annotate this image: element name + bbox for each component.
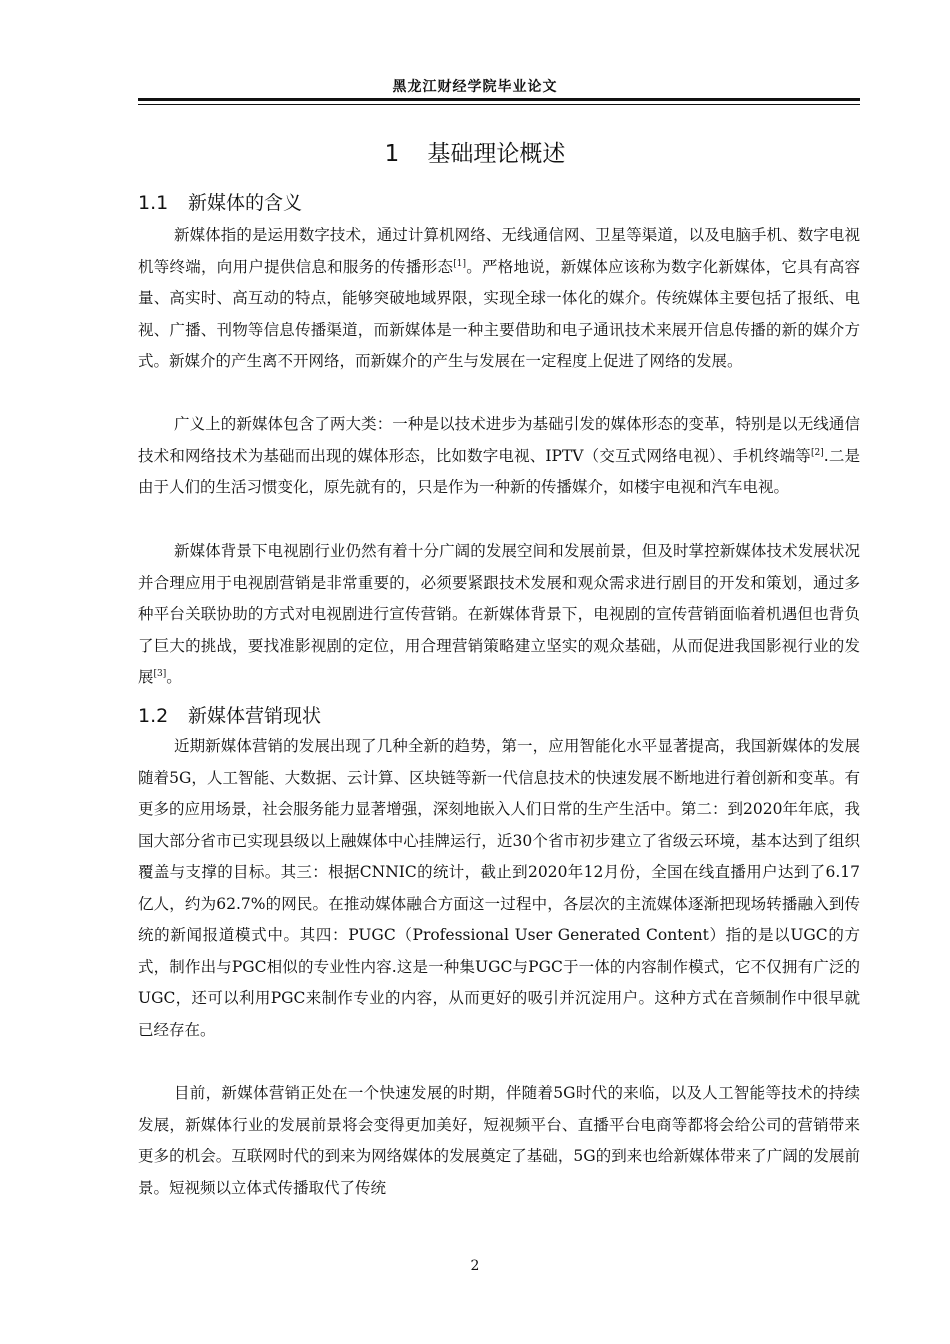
paragraph-text-tail: 。 bbox=[166, 668, 182, 686]
page-number: 2 bbox=[470, 1258, 480, 1274]
paragraph-text: 新媒体背景下电视剧行业仍然有着十分广阔的发展空间和发展前景，但及时掌控新媒体技术发展状况并合理应用于电视剧营销是非常重要的，必须要紧跟技术发展和观众需求进行剧目的开发和策划，通过多种平台关联协助的方式对电视剧进行宣传营销。在新媒体背景下，电视剧的宣传营销面临着机遇但也背负了巨大的挑战，要找准影视剧的定位，用合理营销策略建立坚实的观众基础，从而促进我国影视行业的发展 bbox=[138, 542, 860, 686]
paragraph-1-1-2 bbox=[138, 409, 860, 504]
paragraph-1-2-1 bbox=[138, 731, 860, 1046]
paragraph-text-tail: .二是由于人们的生活习惯变化，原先就有的，只是作为一种新的传播媒介，如楼宇电视和汽车电视。 bbox=[138, 446, 860, 496]
paragraph-1-1-1 bbox=[138, 220, 860, 378]
paragraph-text: 目前，新媒体营销正处在一个快速发展的时期，伴随着5G时代的来临，以及人工智能等技术的持续发展，新媒体行业的发展前景将会变得更加美好，短视频平台、直播平台电商等都将会给公司的营销带来更多的机会。互联网时代的到来为网络媒体的发展奠定了基础，5G的到来也给新媒体带来了广阔的发展前景。短视频以立体式传播取代了传统 bbox=[138, 1084, 860, 1197]
section-title: 新媒体的含义 bbox=[188, 192, 303, 214]
paragraph-text-tail: 。严格地说，新媒体应该称为数字化新媒体，它具有高容量、高实时、高互动的特点，能够突破地域界限，实现全球一体化的媒介。传统媒体主要包括了报纸、电视、广播、刊物等信息传播渠道，而新媒体是一种主要借助和电子通讯技术来展开信息传播的新的媒介方式。新媒介的产生离不开网络，而新媒介的产生与发展在一定程度上促进了网络的发展。 bbox=[138, 257, 860, 370]
chapter-number: 1 bbox=[384, 141, 400, 167]
chapter-title-text: 基础理论概述 bbox=[427, 141, 566, 167]
paragraph-1-2-2 bbox=[138, 1078, 860, 1204]
paragraph-text: 近期新媒体营销的发展出现了几种全新的趋势，第一，应用智能化水平显著提高，我国新媒体的发展随着5G，人工智能、大数据、云计算、区块链等新一代信息技术的快速发展不断地进行着创新和变革。有更多的应用场景，社会服务能力显著增强，深刻地嵌入人们日常的生产生活中。第二：到2020年年底，我国大部分省市已实现县级以上融媒体中心挂牌运行，近30个省市初步建立了省级云环境，基本达到了组织覆盖与支撑的目标。其三：根据CNNIC的统计，截止到2020年12月份，全国在线直播用户达到了6.17亿人，约为62.7%的网民。在推动媒体融合方面这一过程中，各层次的主流媒体逐渐把现场转播融入到传统的新闻报道模式中。其四：PUGC（Professional User Generated Content）指的是以UGC的方式，制作出与PGC相似的专业性内容.这是一种集UGC与PGC于一体的内容制作模式，它不仅拥有广泛的UGC，还可以利用PGC来制作专业的内容，从而更好的吸引并沉淀用户。这种方式在音频制作中很早就已经存在。 bbox=[138, 737, 860, 1039]
section-number: 1.2 bbox=[138, 705, 169, 727]
section-heading-1-1 bbox=[138, 188, 302, 215]
section-number: 1.1 bbox=[138, 192, 169, 214]
chapter-title bbox=[0, 135, 950, 168]
header-rule-thin bbox=[138, 104, 860, 105]
citation-ref: [1] bbox=[453, 258, 466, 269]
paragraph-text: 新媒体指的是运用数字技术，通过计算机网络、无线通信网、卫星等渠道，以及电脑手机、数字电视机等终端，向用户提供信息和服务的传播形态 bbox=[138, 226, 860, 276]
section-title: 新媒体营销现状 bbox=[188, 705, 322, 727]
citation-ref: [2] bbox=[810, 447, 824, 458]
citation-ref: [3] bbox=[153, 669, 167, 679]
header-rule-thick bbox=[138, 98, 860, 101]
section-heading-1-2 bbox=[138, 701, 321, 728]
running-head: 黑龙江财经学院毕业论文 bbox=[392, 79, 558, 95]
paragraph-text: 广义上的新媒体包含了两大类：一种是以技术进步为基础引发的媒体形态的变革，特别是以无线通信技术和网络技术为基础而出现的媒体形态，比如数字电视、IPTV（交互式网络电视）、手机终端等 bbox=[138, 415, 860, 465]
paragraph-1-1-3 bbox=[138, 536, 860, 694]
